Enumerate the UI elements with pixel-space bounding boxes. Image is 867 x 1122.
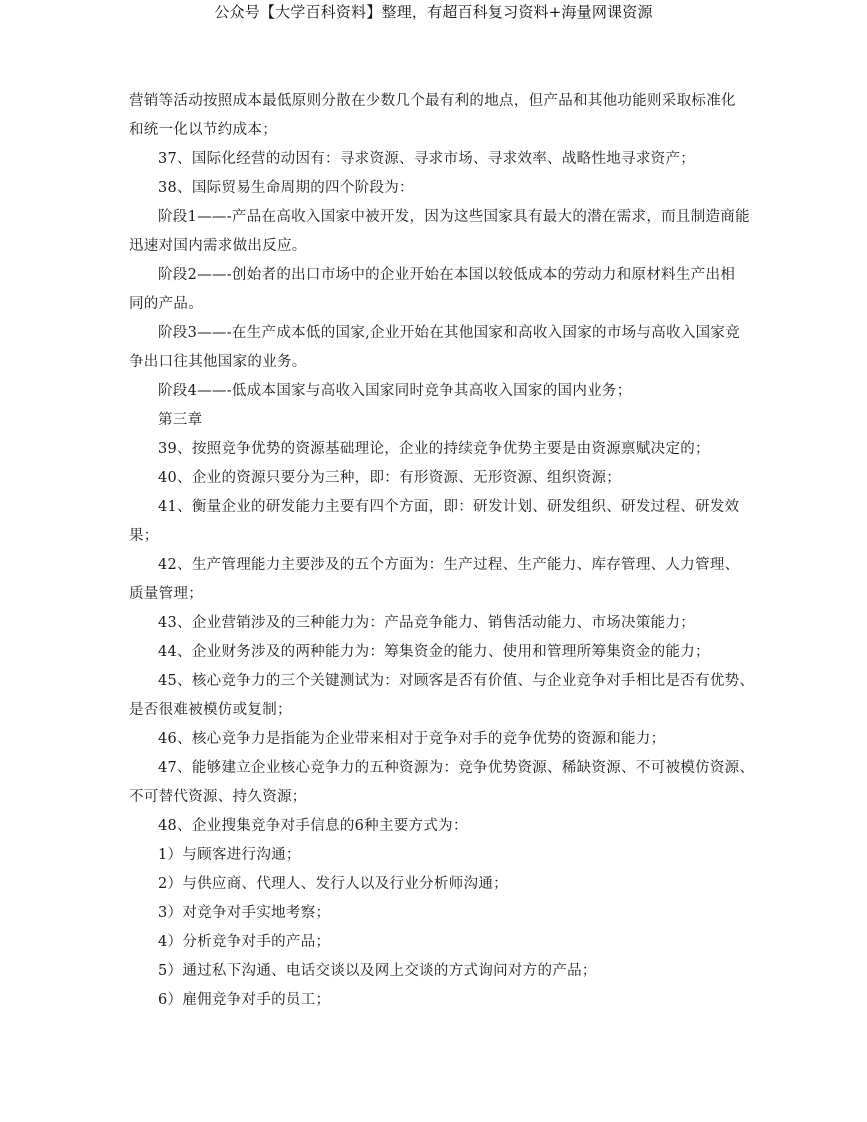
page-header: 公众号【大学百科资料】整理，有超百科复习资料+海量网课资源 [214,3,653,21]
text-line: 营销等活动按照成本最低原则分散在少数几个最有利的地点，但产品和其他功能则采取标准化 [129,93,736,109]
text-line: 42、生产管理能力主要涉及的五个方面为：生产过程、生产能力、库存管理、人力管理、 [158,557,740,573]
text-line: 阶段4——-低成本国家与高收入国家同时竞争其高收入国家的国内业务； [158,383,632,399]
text-line: 和统一化以节约成本； [129,122,277,138]
text-line: 43、企业营销涉及的三种能力为：产品竞争能力、销售活动能力、市场决策能力； [158,615,696,631]
text-line: 迅速对国内需求做出反应。 [129,238,307,254]
text-line: 46、核心竞争力是指能为企业带来相对于竞争对手的竞争优势的资源和能力； [158,731,666,747]
text-line: 38、国际贸易生命周期的四个阶段为： [158,180,414,196]
text-line: 果； [129,528,159,544]
text-line: 是否很难被模仿或复制； [129,702,292,718]
list-item: 5）通过私下沟通、电话交谈以及网上交谈的方式询问对方的产品； [158,963,597,979]
text-line: 39、按照竞争优势的资源基础理论，企业的持续竞争优势主要是由资源禀赋决定的； [158,441,710,457]
text-line: 48、企业搜集竞争对手信息的6种主要方式为： [158,818,468,834]
list-item: 4）分析竞争对手的产品； [158,934,331,950]
text-line: 47、能够建立企业核心竞争力的五种资源为：竞争优势资源、稀缺资源、不可被模仿资源、 [158,760,754,776]
text-line: 质量管理； [129,586,203,602]
text-line: 45、核心竞争力的三个关键测试为：对顾客是否有价值、与企业竞争对手相比是否有优势、 [158,673,754,689]
document-body [129,87,754,1015]
section-heading: 第三章 [158,412,203,428]
list-item: 3）对竞争对手实地考察； [158,905,331,921]
text-line: 不可替代资源、持久资源； [129,789,307,805]
text-line: 阶段3——-在生产成本低的国家,企业开始在其他国家和高收入国家的市场与高收入国家竞 [158,325,741,341]
text-line: 阶段2——-创始者的出口市场中的企业开始在本国以较低成本的劳动力和原材料生产出相 [158,267,736,283]
text-line: 44、企业财务涉及的两种能力为：筹集资金的能力、使用和管理所筹集资金的能力； [158,644,710,660]
text-line: 争出口往其他国家的业务。 [129,354,307,370]
list-item: 6）雇佣竞争对手的员工； [158,992,331,1008]
text-line: 同的产品。 [129,296,203,312]
list-item: 2）与供应商、代理人、发行人以及行业分析师沟通； [158,876,508,892]
text-line: 37、国际化经营的动因有：寻求资源、寻求市场、寻求效率、战略性地寻求资产； [158,151,696,167]
text-line: 40、企业的资源只要分为三种，即：有形资源、无形资源、组织资源； [158,470,622,486]
text-line: 41、衡量企业的研发能力主要有四个方面，即：研发计划、研发组织、研发过程、研发效 [158,499,740,515]
text-line: 阶段1——-产品在高收入国家中被开发，因为这些国家具有最大的潜在需求，而且制造商能 [158,209,750,225]
list-item: 1）与顾客进行沟通； [158,847,301,863]
